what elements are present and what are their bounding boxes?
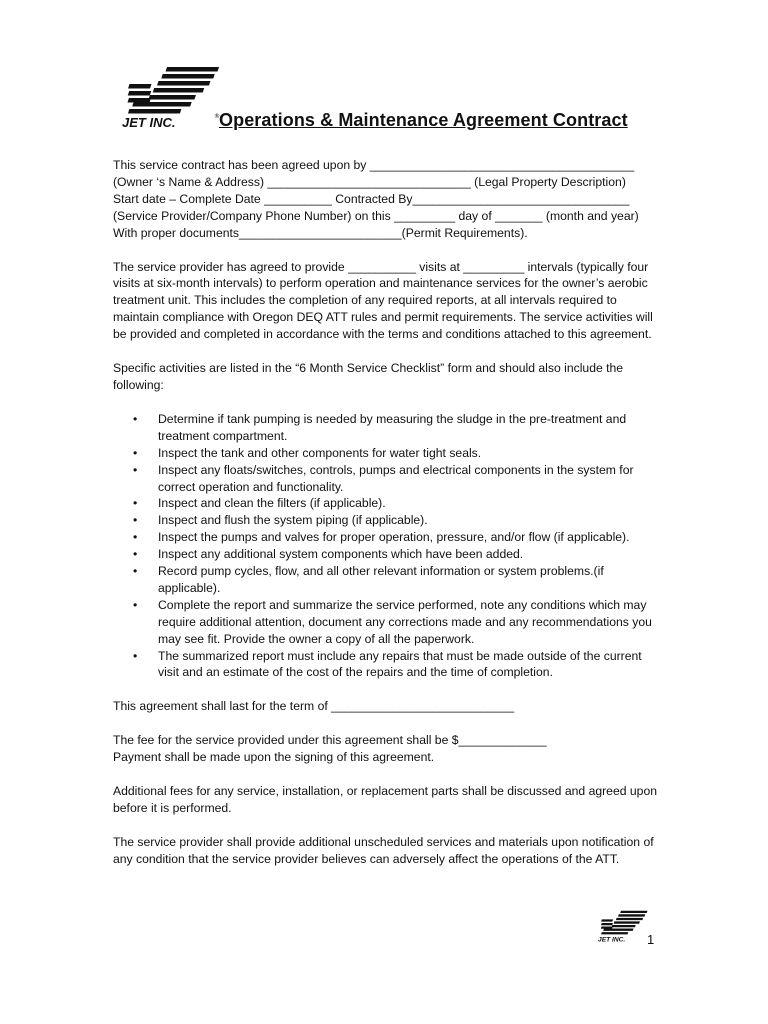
list-item <box>113 648 658 682</box>
list-item-text: Complete the report and summarize the service performed, note any conditions which may require additional attention, document any corrections made and any recommendations you may see fit. Provide the owner a copy of all the paperwork. <box>158 597 652 646</box>
page-title: Operations & Maintenance Agreement Contract <box>219 110 628 130</box>
unscheduled-services-paragraph: The service provider shall provide additional unscheduled services and materials upon notification of any condition that the service provider believes can adversely affect the operations of the ATT. <box>113 834 654 866</box>
list-item <box>113 495 658 512</box>
list-item-text: Inspect any floats/switches, controls, pumps and electrical components in the system for correct operation and functionality. <box>158 462 634 494</box>
fee-line: The fee for the service provided under this agreement shall be $_____________ <box>113 733 547 748</box>
list-item-text: Inspect and flush the system piping (if applicable). <box>158 513 428 528</box>
list-item-text: Determine if tank pumping is needed by measuring the sludge in the pre-treatment and treatment compartment. <box>158 411 627 443</box>
intro-line: With proper documents________________________(Permit Requirements). <box>113 225 528 240</box>
list-item <box>113 529 658 546</box>
bullet-glyph: • <box>133 411 138 426</box>
payment-line: Payment shall be made upon the signing of this agreement. <box>113 750 435 765</box>
jet-inc-logo <box>118 64 224 130</box>
logo-text: JET INC. <box>122 115 176 130</box>
intro-line: (Owner ‘s Name & Address) ______________________________ (Legal Property Description) <box>113 174 626 189</box>
list-item <box>113 445 658 462</box>
contract-body <box>113 157 658 868</box>
service-paragraph: The service provider has agreed to provide __________ visits at _________ intervals (typically four visits at six-month intervals) to perform operation and maintenance services for the owner’s aerobic treatment unit. This includes the completion of any required reports, at all intervals required to maintain compliance with Oregon DEQ ATT rules and permit requirements. The service activities will be provided and completed in accordance with the terms and conditions attached to this agreement. <box>113 259 653 342</box>
bullet-glyph: • <box>133 496 138 511</box>
list-item-text: Inspect any additional system components which have been added. <box>158 547 524 562</box>
list-item-text: Inspect and clean the filters (if applicable). <box>158 496 386 511</box>
bullet-glyph: • <box>133 530 138 545</box>
list-item <box>113 462 658 496</box>
bullet-glyph: • <box>133 445 138 460</box>
intro-block <box>113 157 658 242</box>
page-number: 1 <box>647 932 655 947</box>
bullet-glyph: • <box>133 547 138 562</box>
term-line: This agreement shall last for the term of ___________________________ <box>113 699 515 714</box>
list-item <box>113 546 658 563</box>
bullet-glyph: • <box>133 564 138 579</box>
bullet-glyph: • <box>133 648 138 663</box>
list-item-text: Inspect the pumps and valves for proper operation, pressure, and/or flow (if applicable). <box>158 530 630 545</box>
list-item-text: Inspect the tank and other components for water tight seals. <box>158 445 482 460</box>
footer-logo-text: JET INC. <box>598 936 626 943</box>
activities-paragraph: Specific activities are listed in the “6 Month Service Checklist” form and should also include the following: <box>113 361 624 392</box>
intro-line: (Service Provider/Company Phone Number) on this _________ day of _______ (month and year) <box>113 208 639 223</box>
list-item-text: The summarized report must include any repairs that must be made outside of the current visit and an estimate of the cost of the repairs and the time of completion. <box>158 648 642 680</box>
bullet-glyph: • <box>133 462 138 477</box>
intro-line: This service contract has been agreed upon by _______________________________________ <box>113 158 635 172</box>
bullet-glyph: • <box>133 597 138 612</box>
bullet-glyph: • <box>133 513 138 528</box>
intro-line: Start date – Complete Date __________ Contracted By________________________________ <box>113 191 630 206</box>
list-item-text: Record pump cycles, flow, and all other relevant information or system problems.(if applicable). <box>158 564 604 595</box>
list-item <box>113 411 658 445</box>
additional-fees-paragraph: Additional fees for any service, installation, or replacement parts shall be discussed and agreed upon before it is performed. <box>113 784 658 815</box>
activities-list <box>113 411 658 682</box>
list-item <box>113 597 658 648</box>
footer-jet-inc-logo <box>596 909 650 943</box>
list-item <box>113 563 658 597</box>
list-item <box>113 512 658 529</box>
svg-text:®: ® <box>214 113 220 120</box>
